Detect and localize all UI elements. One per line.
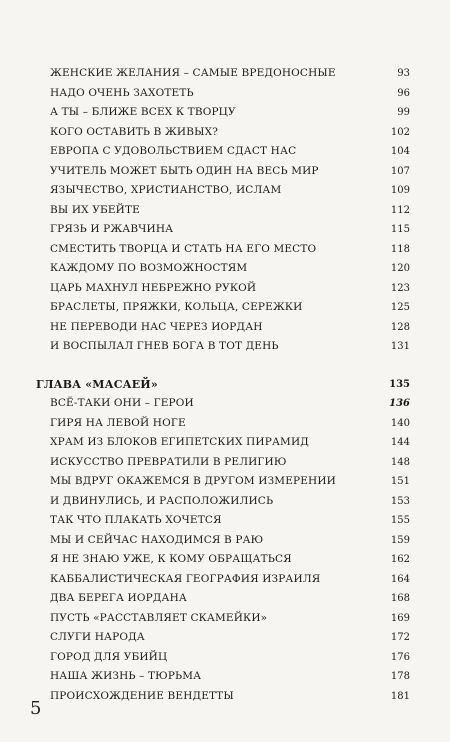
- toc-entry: [50, 142, 410, 162]
- toc-entry-title: ЯЗЫЧЕСТВО, ХРИСТИАНСТВО, ИСЛАМ: [50, 184, 282, 196]
- chapter-page: 135: [389, 378, 410, 390]
- toc-entry-page: 162: [390, 554, 410, 565]
- toc-entry-title: ПРОИСХОЖДЕНИЕ ВЕНДЕТТЫ: [50, 689, 234, 702]
- toc-entry: [50, 570, 410, 590]
- toc-entry-title: СМЕСТИТЬ ТВОРЦА И СТАТЬ НА ЕГО МЕСТО: [50, 242, 317, 255]
- toc-entry: [50, 220, 410, 240]
- toc-entry: [50, 162, 410, 182]
- toc-entry: [50, 628, 410, 648]
- toc-entry-page: 148: [390, 456, 410, 468]
- toc-entry-title: ВСЁ-ТАКИ ОНИ – ГЕРОИ: [50, 397, 194, 409]
- toc-entry-title: ТАК ЧТО ПЛАКАТЬ ХОЧЕТСЯ: [50, 514, 222, 526]
- toc-entry: [50, 687, 410, 707]
- toc-entry-page: 107: [390, 165, 410, 177]
- toc-entry: [50, 472, 410, 492]
- toc-entry: [50, 453, 410, 473]
- toc-entry: [50, 318, 410, 338]
- toc-entry-title: УЧИТЕЛЬ МОЖЕТ БЫТЬ ОДИН НА ВЕСЬ МИР: [50, 164, 319, 177]
- toc-entry-title: КАББАЛИСТИЧЕСКАЯ ГЕОГРАФИЯ ИЗРАИЛЯ: [50, 572, 321, 585]
- toc-entry: [50, 589, 410, 609]
- toc-entry: [50, 103, 410, 123]
- toc-entry-title: МЫ ВДРУГ ОКАЖЕМСЯ В ДРУГОМ ИЗМЕРЕНИИ: [50, 475, 336, 487]
- toc-entry-page: 104: [390, 146, 410, 157]
- toc-entry-page: 164: [390, 573, 410, 585]
- toc-entry-title: НЕ ПЕРЕВОДИ НАС ЧЕРЕЗ ИОРДАН: [50, 320, 263, 333]
- toc-entry-page: 115: [390, 224, 410, 235]
- toc-entry: [50, 531, 410, 551]
- toc-entry-title: ЖЕНСКИЕ ЖЕЛАНИЯ – САМЫЕ ВРЕДОНОСНЫЕ: [50, 67, 336, 79]
- toc-entry-page: 96: [397, 87, 410, 99]
- toc-entry-title: ИСКУССТВО ПРЕВРАТИЛИ В РЕЛИГИЮ: [50, 455, 287, 468]
- toc-entry-title: ГОРОД ДЛЯ УБИЙЦ: [50, 650, 168, 663]
- toc-entry-page: 153: [390, 495, 410, 507]
- toc-entry: [50, 609, 410, 629]
- toc-entry: [50, 259, 410, 279]
- toc-entry-page: 131: [390, 341, 410, 352]
- toc-entry-title: ГРЯЗЬ И РЖАВЧИНА: [50, 223, 174, 235]
- toc-entry-title: МЫ И СЕЙЧАС НАХОДИМСЯ В РАЮ: [50, 533, 264, 546]
- toc-entry-page: 99: [397, 107, 410, 118]
- toc-chapter-heading: [36, 375, 410, 395]
- toc-entry: [50, 492, 410, 512]
- toc-entry-title: А ТЫ – БЛИЖЕ ВСЕХ К ТВОРЦУ: [50, 106, 236, 118]
- toc-entry-title: БРАСЛЕТЫ, ПРЯЖКИ, КОЛЬЦА, СЕРЕЖКИ: [50, 301, 303, 313]
- page-number: 5: [30, 698, 42, 719]
- toc-entry-page: 128: [390, 321, 410, 333]
- toc-entry-page: 169: [390, 612, 410, 624]
- toc-entry: [50, 279, 410, 299]
- toc-entry-title: КАЖДОМУ ПО ВОЗМОЖНОСТЯМ: [50, 262, 248, 274]
- toc-entry-title: СЛУГИ НАРОДА: [50, 631, 145, 643]
- toc-entry-page: 93: [397, 68, 410, 79]
- chapter-title: ГЛАВА «МАСАЕЙ»: [36, 377, 158, 391]
- toc-entry-page: 125: [390, 302, 410, 313]
- toc-entry-page: 120: [390, 263, 410, 274]
- toc-entry: [50, 240, 410, 260]
- toc-entry-title: Я НЕ ЗНАЮ УЖЕ, К КОМУ ОБРАЩАТЬСЯ: [50, 553, 292, 565]
- toc-entry: [50, 511, 410, 531]
- toc-entry: [50, 550, 410, 570]
- toc-entry-page: 181: [390, 690, 410, 702]
- toc-entry-page: 172: [390, 632, 410, 643]
- toc-entry: [50, 84, 410, 104]
- toc-entry: [50, 667, 410, 687]
- toc-entry-page: 176: [390, 651, 410, 663]
- toc-entry: [50, 181, 410, 201]
- toc-entry-title: ГИРЯ НА ЛЕВОЙ НОГЕ: [50, 416, 186, 429]
- table-of-contents: [36, 64, 410, 706]
- toc-entry: [50, 414, 410, 434]
- toc-entry: [50, 433, 410, 453]
- toc-entry: [50, 123, 410, 143]
- toc-entry-title: ХРАМ ИЗ БЛОКОВ ЕГИПЕТСКИХ ПИРАМИД: [50, 436, 309, 448]
- toc-entry-page: 118: [390, 243, 410, 255]
- toc-entry: [50, 298, 410, 318]
- toc-entry-page: 102: [390, 126, 410, 138]
- toc-entry-page: 109: [390, 185, 410, 196]
- toc-entry-title: КОГО ОСТАВИТЬ В ЖИВЫХ?: [50, 125, 218, 138]
- toc-entry: [50, 64, 410, 84]
- toc-entry-page: 151: [390, 476, 410, 487]
- toc-entry-page: 144: [390, 437, 410, 448]
- toc-entry-title: ЕВРОПА С УДОВОЛЬСТВИЕМ СДАСТ НАС: [50, 145, 297, 157]
- toc-entry-page: 159: [390, 534, 410, 546]
- toc-entry: [50, 394, 410, 414]
- toc-entry: [50, 337, 410, 357]
- toc-entry-title: ДВА БЕРЕГА ИОРДАНА: [50, 592, 188, 604]
- toc-entry-title: НАДО ОЧЕНЬ ЗАХОТЕТЬ: [50, 86, 194, 99]
- toc-entry-title: ЦАРЬ МАХНУЛ НЕБРЕЖНО РУКОЙ: [50, 281, 257, 294]
- toc-entry-page: 123: [390, 282, 410, 294]
- toc-entry-title: И ВОСПЫЛАЛ ГНЕВ БОГА В ТОТ ДЕНЬ: [50, 340, 279, 352]
- toc-entry-page: 136: [389, 398, 410, 409]
- toc-entry: [50, 201, 410, 221]
- toc-entry-title: И ДВИНУЛИСЬ, И РАСПОЛОЖИЛИСЬ: [50, 494, 274, 507]
- toc-entry-title: ВЫ ИХ УБЕЙТЕ: [50, 203, 140, 216]
- toc-entry-page: 178: [390, 671, 410, 682]
- toc-entry-title: НАША ЖИЗНЬ – ТЮРЬМА: [50, 670, 202, 682]
- toc-entry-page: 140: [390, 417, 410, 429]
- toc-entry-title: ПУСТЬ «РАССТАВЛЯЕТ СКАМЕЙКИ»: [50, 611, 268, 624]
- toc-entry: [50, 648, 410, 668]
- toc-entry-page: 155: [390, 515, 410, 526]
- toc-entry-page: 112: [390, 204, 410, 216]
- toc-entry-page: 168: [390, 593, 410, 604]
